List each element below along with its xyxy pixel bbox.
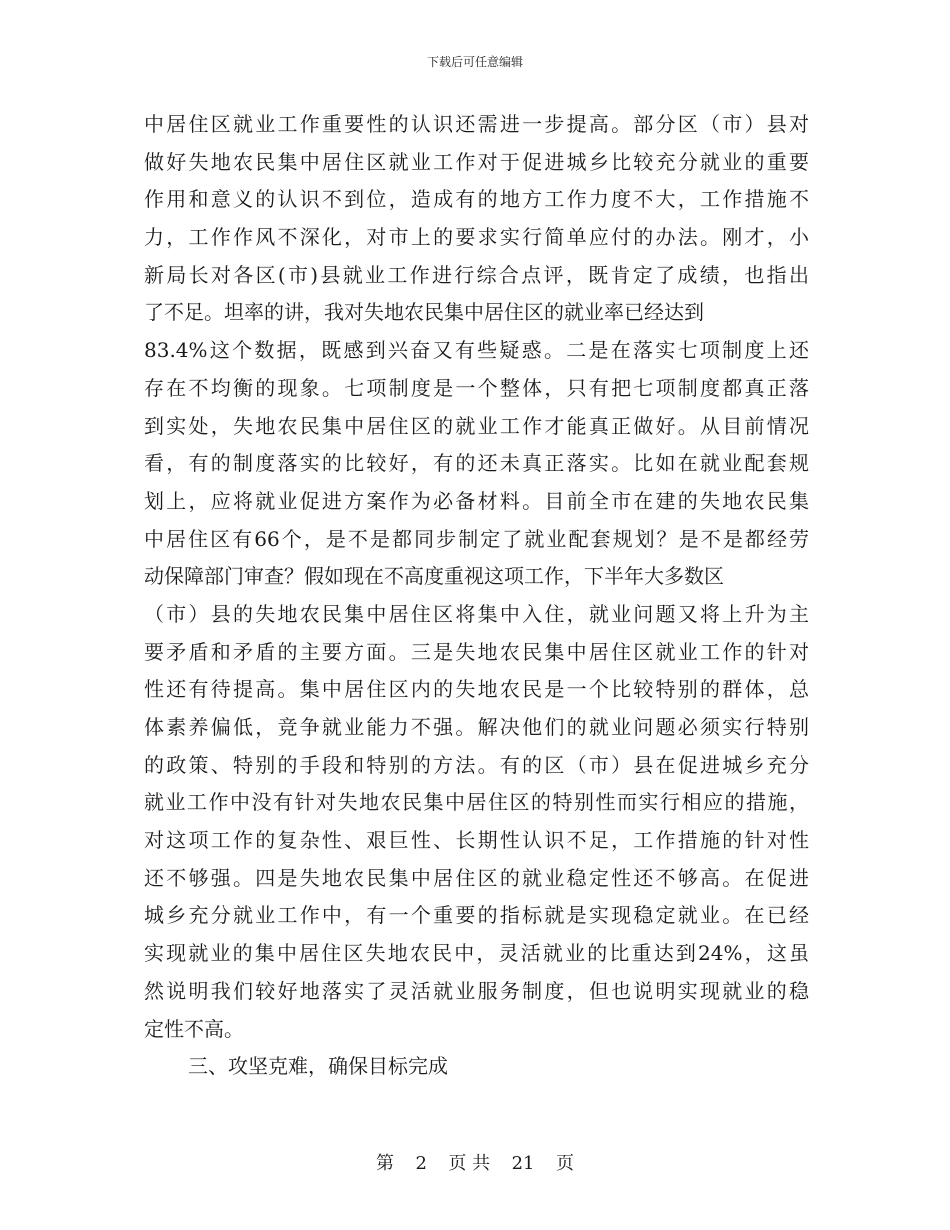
text-line: 存在不均衡的现象。七项制度是一个整体，只有把七项制度都真正落 bbox=[144, 375, 809, 400]
text-line: 看，有的制度落实的比较好，有的还未真正落实。比如在就业配套规 bbox=[144, 451, 809, 476]
text-line: 要矛盾和矛盾的主要方面。三是失地农民集中居住区就业工作的针对 bbox=[144, 639, 809, 664]
text-line: 作用和意义的认识不到位，造成有的地方工作力度不大，工作措施不 bbox=[144, 187, 809, 212]
text-line: 新局长对各区(市)县就业工作进行综合点评，既肯定了成绩，也指出 bbox=[144, 262, 809, 287]
current-page-number: 2 bbox=[415, 1153, 427, 1174]
text-line: 中居住区有66个，是不是都同步制定了就业配套规划？是不是都经劳 bbox=[144, 526, 809, 551]
text-line: 83.4%这个数据，既感到兴奋又有些疑惑。二是在落实七项制度上还 bbox=[144, 338, 809, 363]
text-line: 力，工作作风不深化，对市上的要求实行简单应付的办法。刚才，小 bbox=[144, 225, 809, 250]
text-line: 的政策、特别的手段和特别的方法。有的区（市）县在促进城乡充分 bbox=[144, 752, 809, 777]
page-footer bbox=[0, 1152, 950, 1176]
text-line: 到实处，失地农民集中居住区的就业工作才能真正做好。从目前情况 bbox=[144, 413, 809, 438]
footer-label-middle: 页 共 bbox=[448, 1153, 491, 1174]
header-note: 下载后可任意编辑 bbox=[426, 55, 523, 69]
text-line: 做好失地农民集中居住区就业工作对于促进城乡比较充分就业的重要 bbox=[144, 149, 809, 174]
total-pages-number: 21 bbox=[511, 1153, 535, 1174]
text-line: （市）县的失地农民集中居住区将集中入住，就业问题又将上升为主 bbox=[144, 601, 809, 626]
text-line: 对这项工作的复杂性、艰巨性、长期性认识不足，工作措施的针对性 bbox=[144, 828, 809, 853]
footer-label-after: 页 bbox=[555, 1153, 574, 1174]
text-line: 城乡充分就业工作中，有一个重要的指标就是实现稳定就业。在已经 bbox=[144, 903, 809, 928]
text-line: 动保障部门审查？假如现在不高度重视这项工作，下半年大多数区 bbox=[144, 564, 724, 589]
text-line: 中居住区就业工作重要性的认识还需进一步提高。部分区（市）县对 bbox=[144, 112, 809, 136]
text-line: 还不够强。四是失地农民集中居住区的就业稳定性还不够高。在促进 bbox=[144, 865, 809, 890]
section-heading: 三、攻坚克难，确保目标完成 bbox=[188, 1054, 448, 1079]
text-line: 性还有待提高。集中居住区内的失地农民是一个比较特别的群体，总 bbox=[144, 677, 809, 702]
text-line: 划上，应将就业促进方案作为必备材料。目前全市在建的失地农民集 bbox=[144, 488, 809, 513]
footer-label-before: 第 bbox=[376, 1153, 395, 1174]
text-line: 就业工作中没有针对失地农民集中居住区的特别性而实行相应的措施， bbox=[144, 790, 809, 815]
text-line: 定性不高。 bbox=[144, 1016, 244, 1041]
text-line: 实现就业的集中居住区失地农民中，灵活就业的比重达到24%，这虽 bbox=[144, 941, 809, 966]
text-line: 然说明我们较好地落实了灵活就业服务制度，但也说明实现就业的稳 bbox=[144, 978, 809, 1003]
text-line: 体素养偏低，竞争就业能力不强。解决他们的就业问题必须实行特别 bbox=[144, 715, 809, 739]
body-text bbox=[144, 106, 809, 1086]
text-line: 了不足。坦率的讲，我对失地农民集中居住区的就业率已经达到 bbox=[144, 300, 704, 325]
